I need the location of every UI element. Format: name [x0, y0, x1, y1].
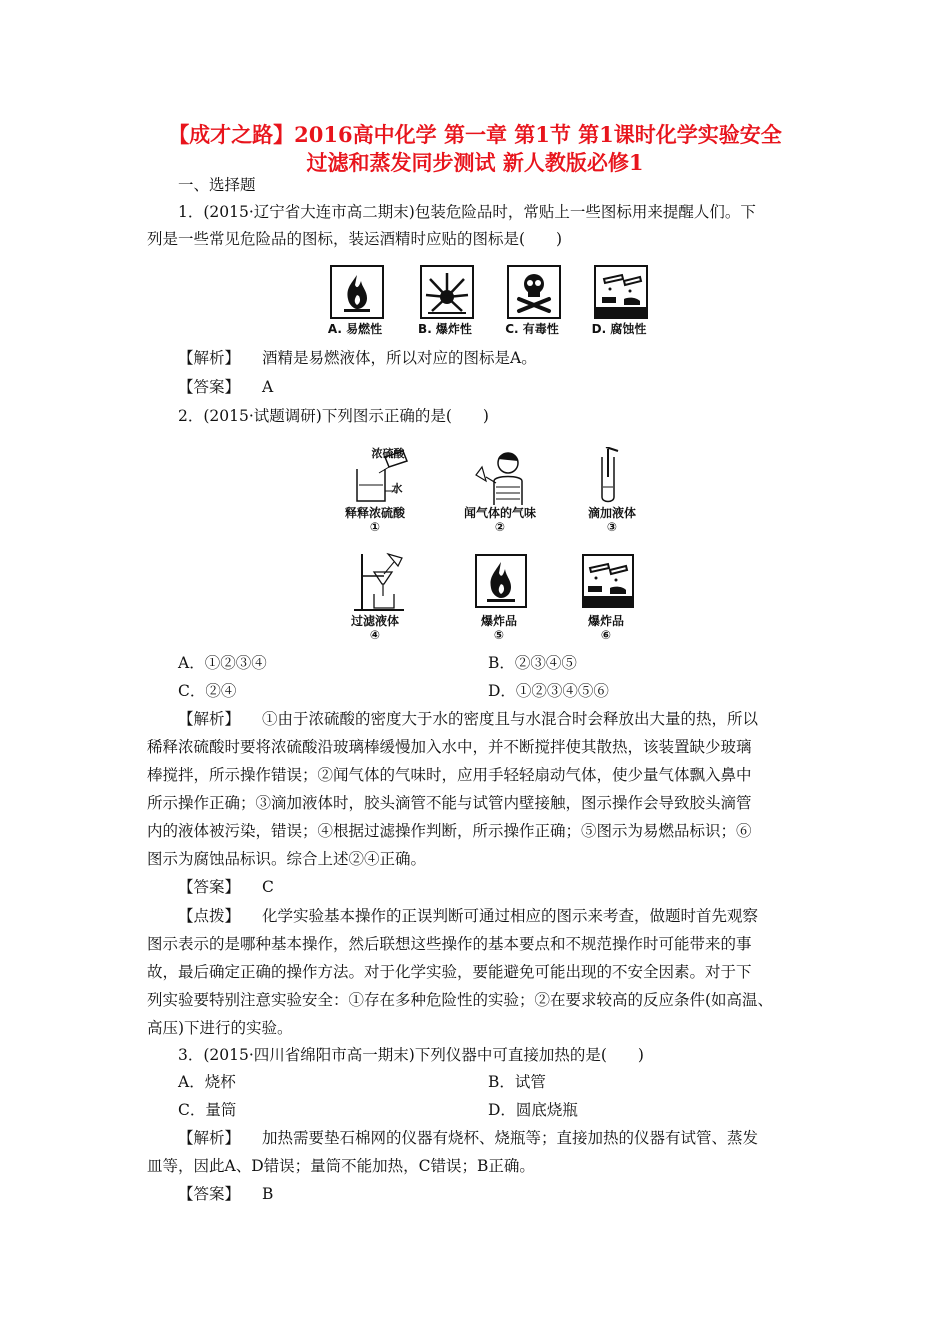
q1-analysis-text: 酒精是易燃液体，所以对应的图标是A。 — [262, 349, 537, 367]
explosive-hazard-icon — [420, 265, 474, 319]
q2-analysis-tag: 【解析】 — [178, 710, 241, 728]
q2-analysis-line4: 所示操作正确；③滴加液体时，胶头滴管不能与试管内壁接触，图示操作会导致胶头滴管 — [147, 794, 752, 812]
filtration-stand-icon — [348, 550, 410, 612]
q2-option-d: D．①②③④⑤⑥ — [488, 682, 609, 700]
skull-hazard-icon — [507, 265, 561, 319]
q2-tip-line4: 列实验要特别注意实验安全：①存在多种危险性的实验；②在要求较高的反应条件(如高温、 — [147, 991, 774, 1009]
q2-f2-num: ② — [494, 520, 506, 534]
q2-analysis-line2: 稀释浓硫酸时要将浓硫酸沿玻璃棒缓慢加入水中，并不断搅拌使其散热，该装置缺少玻璃 — [147, 738, 752, 756]
q2-tip-line2: 图示表示的是哪种基本操作，然后联想这些操作的基本要点和不规范操作时可能带来的事 — [147, 935, 752, 953]
q2-tip-line1 — [178, 905, 758, 927]
flammable-hazard-icon — [330, 265, 384, 319]
q2-tip-text-1: 化学实验基本操作的正误判断可通过相应的图示来考查，做题时首先观察 — [262, 907, 759, 925]
q2-analysis-line5: 内的液体被污染，错误；④根据过滤操作判断，所示操作正确；⑤图示为易燃品标识；⑥ — [147, 822, 752, 840]
q2-analysis-line3: 棒搅拌，所示操作错误；②闻气体的气味时，应用手轻轻扇动气体，使少量气体飘入鼻中 — [147, 766, 752, 784]
q2-stem: 2．(2015·试题调研)下列图示正确的是( ) — [178, 407, 489, 425]
q2-f1-side-label: 水 — [391, 482, 403, 495]
corrosive-hazard-icon — [594, 265, 648, 319]
q2-tip-line5: 高压)下进行的实验。 — [147, 1019, 293, 1037]
q2-operations-figure — [330, 442, 670, 642]
q2-analysis-text-1: ①由于浓硫酸的密度大于水的密度且与水混合时会释放出大量的热，所以 — [262, 710, 759, 728]
q2-f1-num: ① — [369, 520, 381, 534]
q1-stem-line1: 1．(2015·辽宁省大连市高二期末)包装危险品时，常贴上一些图标用来提醒人们。下 — [178, 203, 756, 221]
q2-option-c: C．②④ — [178, 682, 237, 700]
q3-answer — [178, 1183, 273, 1205]
q3-answer-text: B — [262, 1185, 274, 1203]
q1-answer-tag: 【答案】 — [178, 378, 241, 396]
q2-tip-line3: 故，最后确定正确的操作方法。对于化学实验，要能避免可能出现的不安全因素。对于下 — [147, 963, 752, 981]
q1-stem-line2: 列是一些常见危险品的图标，装运酒精时应贴的图标是( ) — [147, 230, 563, 248]
q2-f2-label: 闻气体的气味 — [463, 506, 536, 520]
q3-option-b: B．试管 — [488, 1073, 546, 1091]
corrosive-label-icon — [582, 554, 634, 608]
test-tube-dropper-icon — [592, 447, 632, 505]
q2-option-b: B．②③④⑤ — [488, 654, 577, 672]
q2-f5-num: ⑤ — [493, 628, 505, 642]
section-heading: 一、选择题 — [178, 176, 256, 194]
q1-analysis-tag: 【解析】 — [178, 349, 241, 367]
q1-answer — [178, 376, 273, 398]
person-smelling-icon — [470, 447, 530, 505]
q3-analysis-line1 — [178, 1127, 758, 1149]
q2-answer — [178, 876, 274, 898]
q3-stem: 3．(2015·四川省绵阳市高一期末)下列仪器中可直接加热的是( ) — [178, 1046, 644, 1064]
document-title-line2: 过滤和蒸发同步测试 新人教版必修1 — [306, 150, 644, 175]
q2-f1-top-label: 浓硫酸 — [371, 447, 405, 460]
q3-option-a: A．烧杯 — [178, 1073, 236, 1091]
q2-f5-label: 爆炸品 — [480, 614, 517, 628]
q2-f3-num: ③ — [606, 520, 618, 534]
q1-hazard-figure — [327, 265, 660, 340]
q1-label-c: C. 有毒性 — [505, 322, 559, 336]
q2-f3-label: 滴加液体 — [587, 506, 636, 520]
q3-analysis-text-1: 加热需要垫石棉网的仪器有烧杯、烧瓶等；直接加热的仪器有试管、蒸发 — [262, 1129, 759, 1147]
q2-f4-num: ④ — [369, 628, 381, 642]
q2-f1-label: 释释浓硫酸 — [344, 506, 405, 520]
q3-analysis-tag: 【解析】 — [178, 1129, 241, 1147]
q2-f6-label: 爆炸品 — [587, 614, 624, 628]
q3-analysis-line2: 皿等，因此A、D错误；量筒不能加热，C错误；B正确。 — [147, 1157, 535, 1175]
q2-option-a: A．①②③④ — [178, 654, 267, 672]
q1-answer-text: A — [262, 378, 274, 396]
q2-tip-tag: 【点拨】 — [178, 907, 241, 925]
q1-label-a: A. 易燃性 — [327, 322, 383, 336]
q2-answer-text: C — [262, 878, 274, 896]
q1-analysis — [178, 347, 537, 369]
q2-f6-num: ⑥ — [600, 628, 612, 642]
document-title-line1: 【成才之路】2016高中化学 第一章 第1节 第1课时化学实验安全 — [168, 122, 782, 147]
q3-option-c: C．量筒 — [178, 1101, 237, 1119]
flame-hazard-icon — [475, 554, 527, 608]
q2-analysis-line6: 图示为腐蚀品标识。综合上述②④正确。 — [147, 850, 427, 868]
q3-option-d: D．圆底烧瓶 — [488, 1101, 578, 1119]
q2-answer-tag: 【答案】 — [178, 878, 241, 896]
q2-analysis-line1 — [178, 708, 758, 730]
q1-label-d: D. 腐蚀性 — [591, 322, 647, 336]
q1-label-b: B. 爆炸性 — [418, 322, 472, 336]
q3-answer-tag: 【答案】 — [178, 1185, 241, 1203]
q2-f4-label: 过滤液体 — [350, 614, 399, 628]
